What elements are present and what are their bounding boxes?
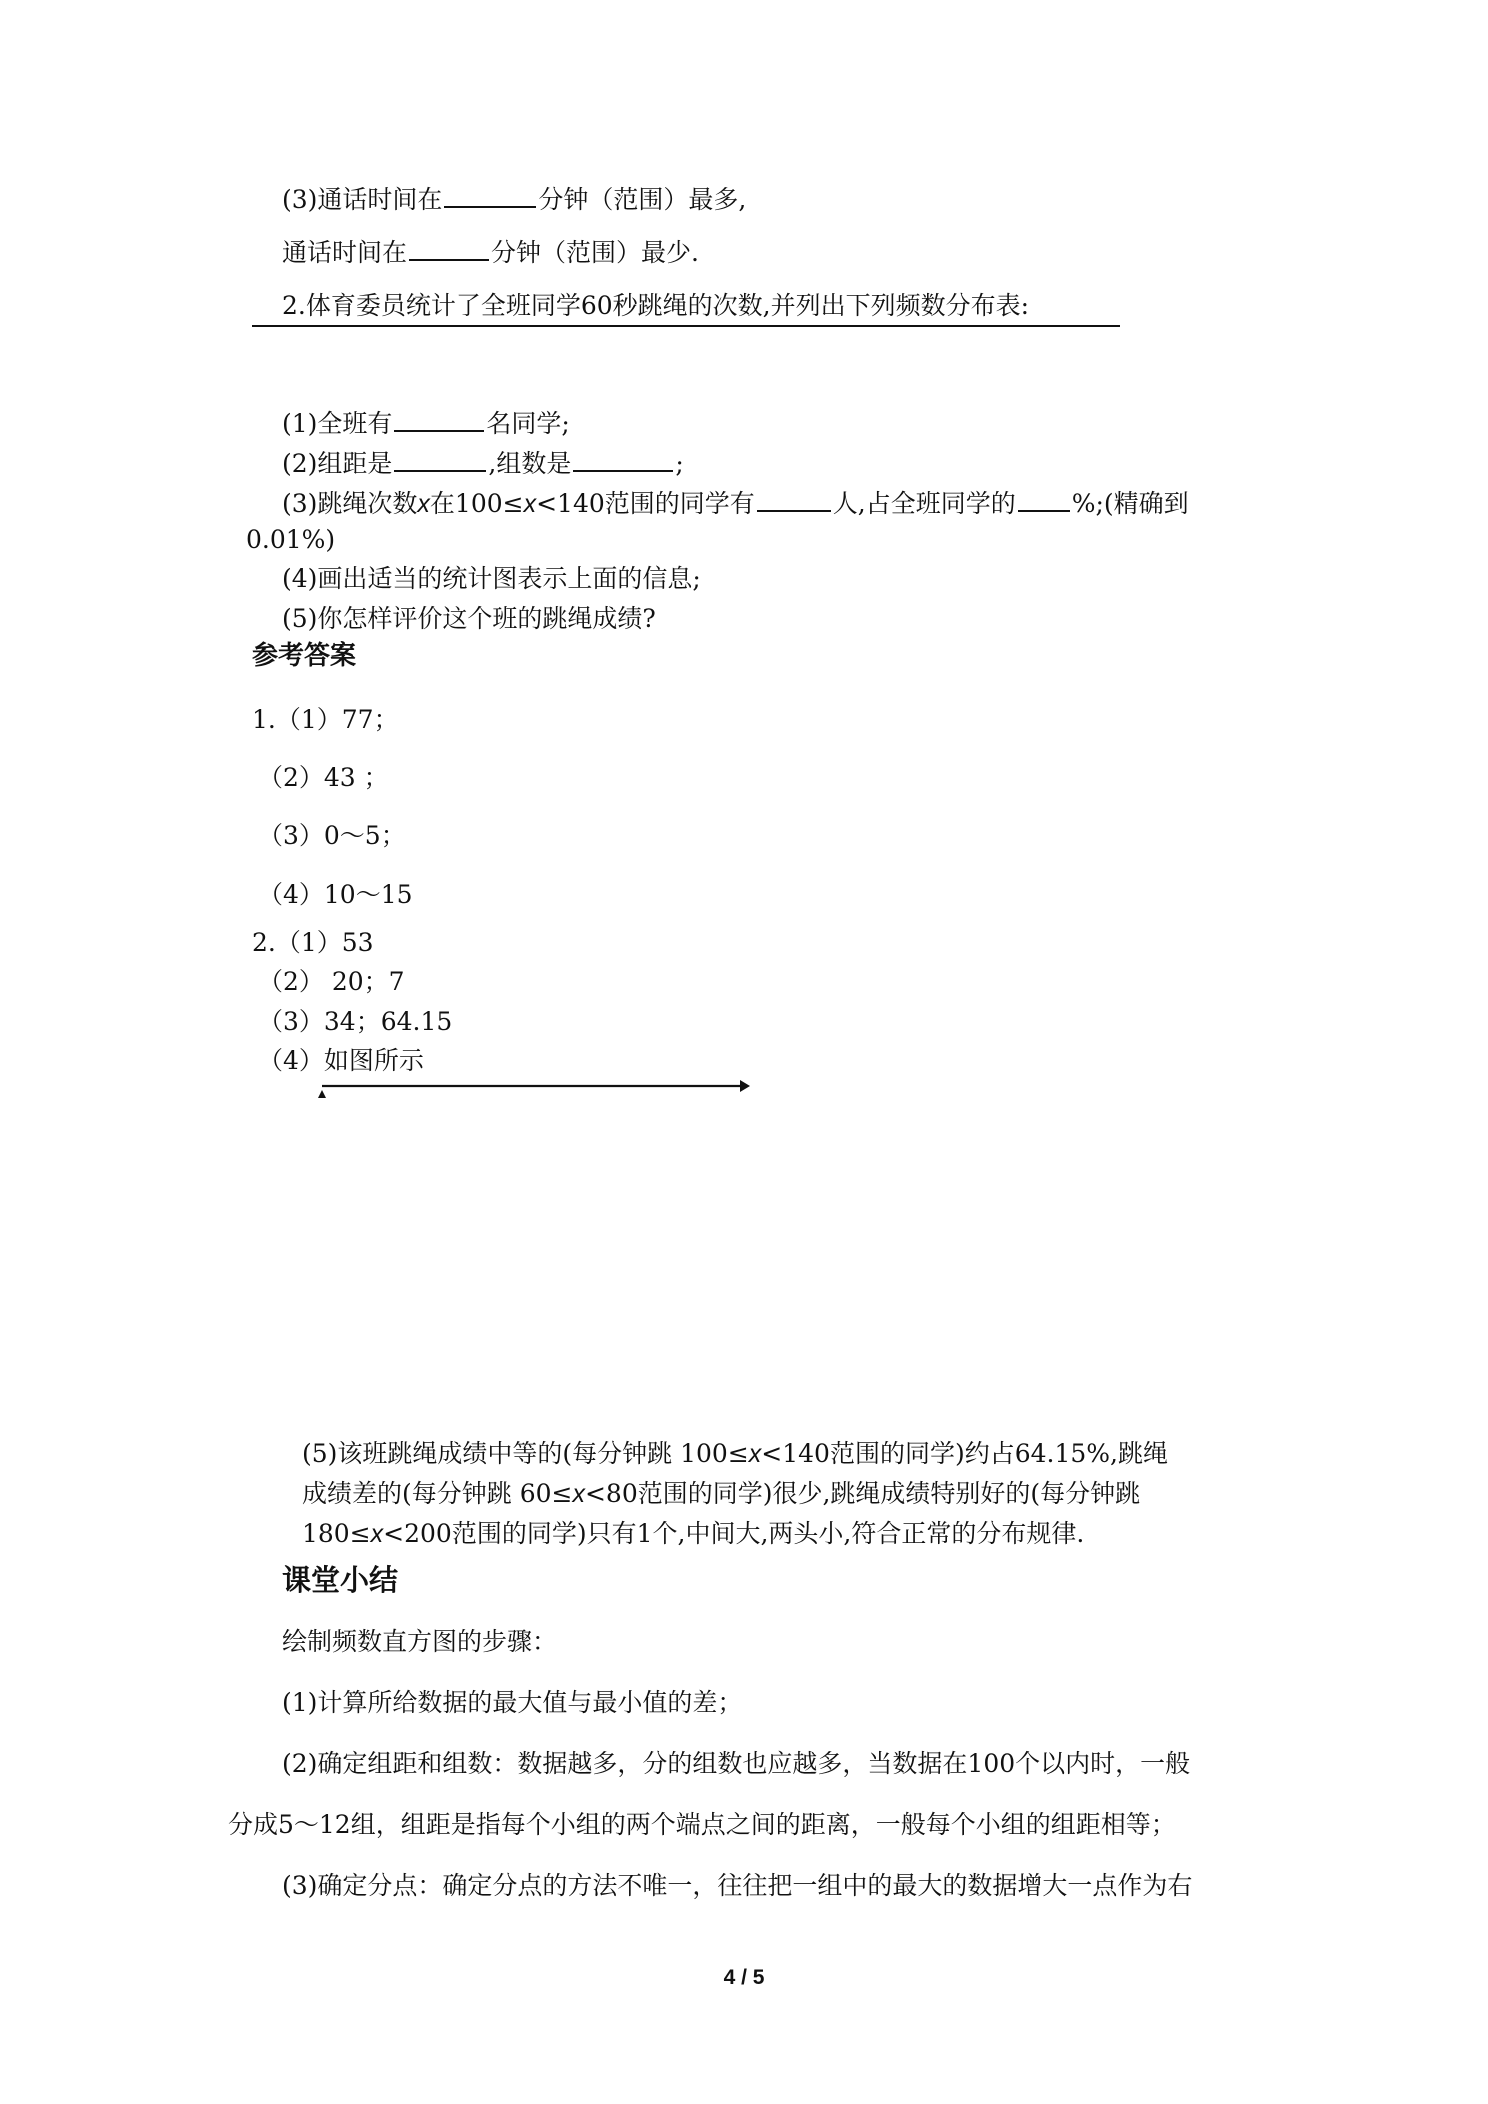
- answers-heading: 参考答案: [252, 641, 357, 671]
- divider-line: [252, 325, 1120, 327]
- q2-part2-c: ;: [675, 449, 684, 478]
- answer-2-4: （4）如图所示: [258, 1046, 424, 1075]
- answer-2-5-line1: [302, 1438, 1168, 1470]
- answer-2-2: （2） 20；7: [258, 967, 405, 996]
- axis-origin-marker-icon: [318, 1090, 326, 1098]
- answer-2-5-l1-a: (5)该班跳绳成绩中等的(每分钟跳 100≤: [302, 1439, 749, 1468]
- answer-1-2: （2）43 ；: [258, 763, 389, 792]
- answer-1-3: （3）0～5；: [258, 821, 406, 850]
- answer-2-5-l2-a: 成绩差的(每分钟跳 60≤: [302, 1479, 573, 1508]
- arrow-head-icon: [740, 1080, 750, 1092]
- answer-blank[interactable]: [757, 486, 831, 512]
- answer-blank[interactable]: [394, 446, 486, 472]
- variable-x: x: [572, 1480, 585, 1508]
- variable-x: x: [523, 490, 537, 518]
- q2-part3-line: [282, 486, 1189, 520]
- q2-part1-suffix: 名同学;: [486, 409, 570, 438]
- answer-1-4: （4）10～15: [258, 880, 413, 909]
- answer-2-5-l1-b: <140范围的同学)约占64.15%,跳绳: [761, 1439, 1168, 1468]
- summary-step-1: (1)计算所给数据的最大值与最小值的差；: [282, 1688, 743, 1717]
- answer-2-3: （3）34；64.15: [258, 1007, 453, 1036]
- q2-part2-b: ,组数是: [488, 449, 572, 478]
- q2-part3-a: (3)跳绳次数: [282, 489, 418, 518]
- answer-blank[interactable]: [573, 446, 673, 472]
- q2-part3-c: <140范围的同学有: [536, 489, 755, 518]
- answer-blank[interactable]: [1018, 486, 1070, 512]
- q2-part3-d: 人,占全班同学的: [832, 489, 1016, 518]
- page-number: 4 / 5: [723, 1966, 765, 1989]
- q2-part4: (4)画出适当的统计图表示上面的信息;: [282, 564, 701, 593]
- answer-2-5-line3: [302, 1518, 1084, 1550]
- q2-part1-line: [282, 406, 570, 440]
- variable-x: x: [417, 490, 430, 518]
- summary-step-3: (3)确定分点：确定分点的方法不唯一，往往把一组中的最大的数据增大一点作为右: [282, 1871, 1193, 1900]
- answer-1-1: 1.（1）77；: [252, 705, 399, 734]
- answer-2-5-l3-a: 180≤: [302, 1519, 371, 1548]
- q2-part2-a: (2)组距是: [282, 449, 393, 478]
- answer-2-1: 2.（1）53: [252, 928, 374, 957]
- q2-part3-b: 在100≤: [429, 489, 524, 518]
- answer-blank[interactable]: [409, 235, 489, 261]
- summary-step-2b: 分成5～12组，组距是指每个小组的两个端点之间的距离，一般每个小组的组距相等；: [228, 1810, 1176, 1839]
- summary-step-2a: (2)确定组距和组数：数据越多，分的组数也应越多，当数据在100个以内时，一般: [282, 1749, 1191, 1778]
- q2-part3-e: %;(精确到: [1071, 489, 1189, 518]
- answer-blank[interactable]: [444, 182, 536, 208]
- summary-intro: 绘制频数直方图的步骤：: [282, 1627, 558, 1656]
- answer-blank[interactable]: [394, 406, 484, 432]
- q1-part3b-prefix: 通话时间在: [282, 238, 408, 267]
- q1-part3-prefix: (3)通话时间在: [282, 185, 443, 214]
- variable-x: x: [748, 1440, 762, 1468]
- summary-heading: 课堂小结: [282, 1563, 399, 1597]
- q2-part2-line: [282, 446, 684, 480]
- q1-part3b-line: [282, 235, 699, 269]
- q2-intro: 2.体育委员统计了全班同学60秒跳绳的次数,并列出下列频数分布表:: [282, 291, 1030, 320]
- q1-part3-suffix: 分钟（范围）最多,: [538, 185, 747, 214]
- q2-part3-continuation: 0.01%): [246, 525, 336, 554]
- answer-2-5-l2-b: <80范围的同学)很少,跳绳成绩特别好的(每分钟跳: [584, 1479, 1141, 1508]
- answer-2-5-l3-b: <200范围的同学)只有1个,中间大,两头小,符合正常的分布规律.: [383, 1519, 1085, 1548]
- q1-part3b-suffix: 分钟（范围）最少.: [491, 238, 699, 267]
- q2-part1-prefix: (1)全班有: [282, 409, 393, 438]
- answer-2-5-line2: [302, 1478, 1140, 1510]
- histogram-axis: [310, 1076, 750, 1104]
- variable-x: x: [370, 1520, 384, 1548]
- q1-part3-line: [282, 182, 746, 216]
- q2-part5: (5)你怎样评价这个班的跳绳成绩?: [282, 604, 656, 633]
